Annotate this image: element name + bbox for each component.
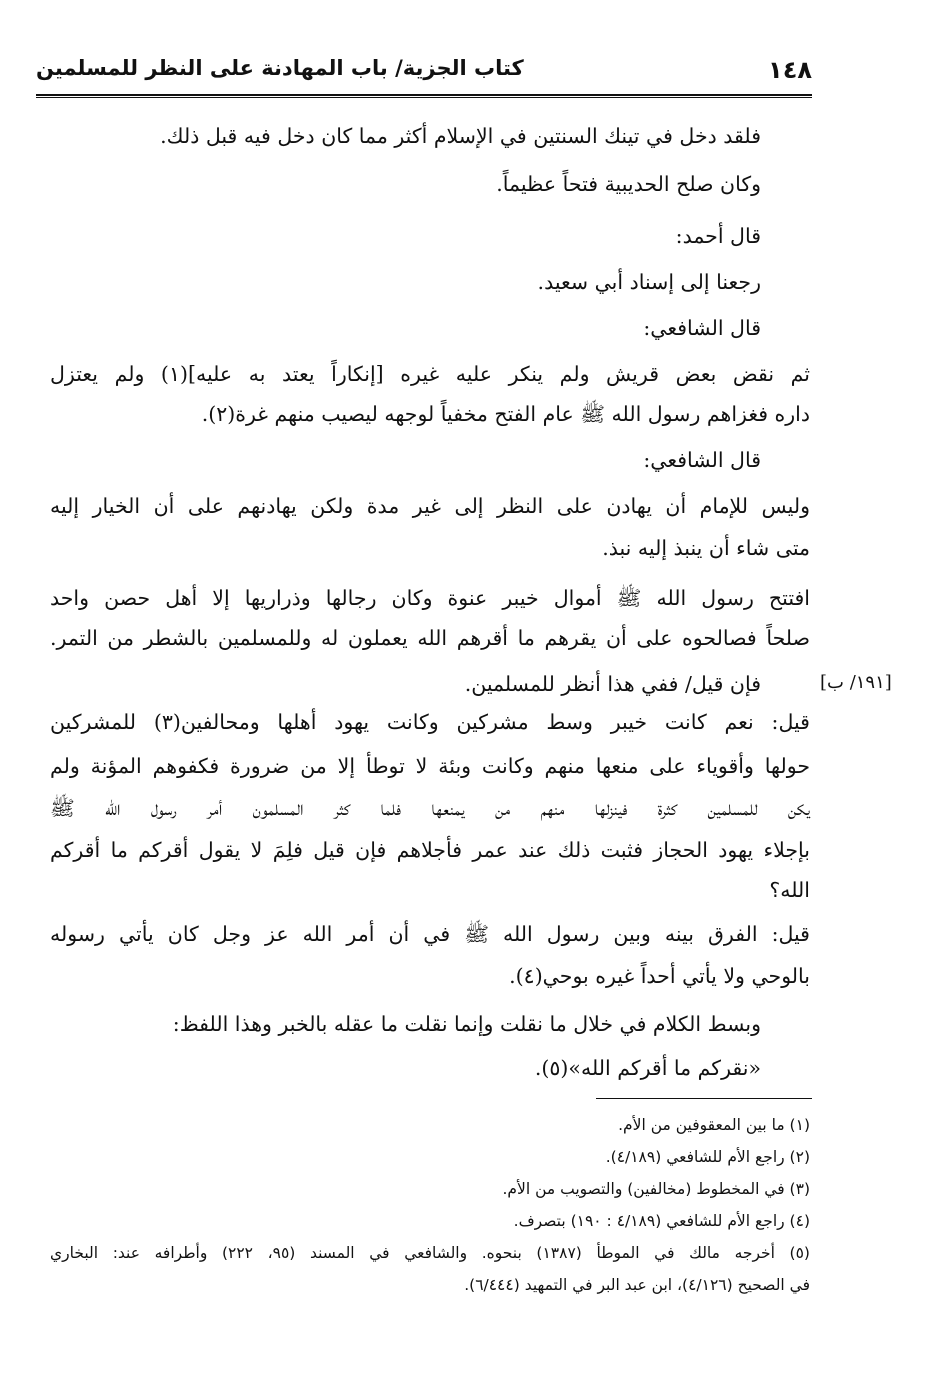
- body-line-6: ثم نقض بعض قريش ولم ينكر عليه غيره [إنكاراً يعتد به عليه](١) ولم يعتزل: [50, 362, 810, 386]
- body-line-12: صلحاً فصالحوه على أن يقرهم ما أقرهم الله يعملون له وللمسلمين بالشطر من التمر.: [50, 626, 810, 650]
- body-line-1: فلقد دخل في تينك السنتين في الإسلام أكثر مما كان دخل فيه قبل ذلك.: [160, 124, 761, 148]
- page-number: ١٤٨: [768, 56, 812, 84]
- page-header: [36, 54, 812, 94]
- body-line-4: رجعنا إلى إسناد أبي سعيد.: [537, 270, 761, 294]
- body-line-17: بإجلاء يهود الحجاز فثبت ذلك عند عمر فأجلاهم فإن قيل فلِمَ لا يقول أقركم ما أقركم: [50, 838, 810, 862]
- body-line-18: الله؟: [769, 878, 810, 902]
- body-line-8: قال الشافعي:: [643, 448, 761, 472]
- footnote-separator: [596, 1098, 812, 1099]
- header-rule-thin: [36, 97, 812, 98]
- footnote-5: (٥) أخرجه مالك في الموطأ (١٣٨٧) بنحوه. والشافعي في المسند (٩٥، ٢٢٢) وأطرافه عند: البخاري: [50, 1244, 810, 1262]
- manuscript-folio-marker: [١٩١/ ب]: [820, 672, 892, 693]
- body-line-16: يكن للمسلمين كثرة فينزلها منهم من يمنعها فلما كثر المسلمون أمر رسول الله ﷺ: [50, 796, 810, 820]
- body-line-14: قيل: نعم كانت خيبر وسط مشركين وكانت يهود أهلها ومحالفين(٣) للمشركين: [50, 710, 810, 734]
- body-line-22: «نقركم ما أقركم الله»(٥).: [534, 1056, 761, 1080]
- body-line-9: وليس للإمام أن يهادن على النظر إلى غير مدة ولكن يهادنهم على أن الخيار إليه: [50, 494, 810, 518]
- body-line-5: قال الشافعي:: [643, 316, 761, 340]
- body-line-11: افتتح رسول الله ﷺ أموال خيبر عنوة وكان رجالها وذراريها إلا أهل حصن واحد: [50, 586, 810, 610]
- body-line-7: داره فغزاهم رسول الله ﷺ عام الفتح مخفياً لوجهه ليصيب منهم غرة(٢).: [201, 402, 810, 426]
- running-title: كتاب الجزية/ باب المهادنة على النظر للمسلمين: [36, 56, 524, 80]
- body-line-10: متى شاء أن ينبذ إليه نبذ.: [602, 536, 810, 560]
- body-line-15: حولها وأقوياء على منعها منهم وكانت وبئة لا توطأ إلا من ضرورة فكفوهم المؤنة ولم: [50, 754, 810, 778]
- body-line-20: بالوحي ولا يأتي أحداً غيره بوحي(٤).: [509, 964, 810, 988]
- body-line-19: قيل: الفرق بينه وبين رسول الله ﷺ في أن أمر الله عز وجل كان يأتي رسوله: [50, 922, 810, 946]
- body-line-21: وبسط الكلام في خلال ما نقلت وإنما نقلت ما عقله بالخبر وهذا اللفظ:: [172, 1012, 761, 1036]
- body-line-13: فإن قيل/ ففي هذا أنظر للمسلمين.: [464, 672, 761, 696]
- header-rule: [36, 94, 812, 96]
- body-line-2: وكان صلح الحديبية فتحاً عظيماً.: [496, 172, 761, 196]
- footnote-4: (٤) راجع الأم للشافعي (٤/١٨٩ : ١٩٠) بتصرف.: [513, 1212, 810, 1230]
- body-line-3: قال أحمد:: [675, 224, 761, 248]
- footnote-1: (١) ما بين المعقوفين من الأم.: [618, 1116, 810, 1134]
- footnote-3: (٣) في المخطوط (مخالفين) والتصويب من الأم.: [502, 1180, 810, 1198]
- footnote-5-continued: في الصحيح (٤/١٢٦)، ابن عبد البر في التمهيد (٦/٤٤٤).: [464, 1276, 810, 1294]
- footnote-2: (٢) راجع الأم للشافعي (٤/١٨٩).: [605, 1148, 810, 1166]
